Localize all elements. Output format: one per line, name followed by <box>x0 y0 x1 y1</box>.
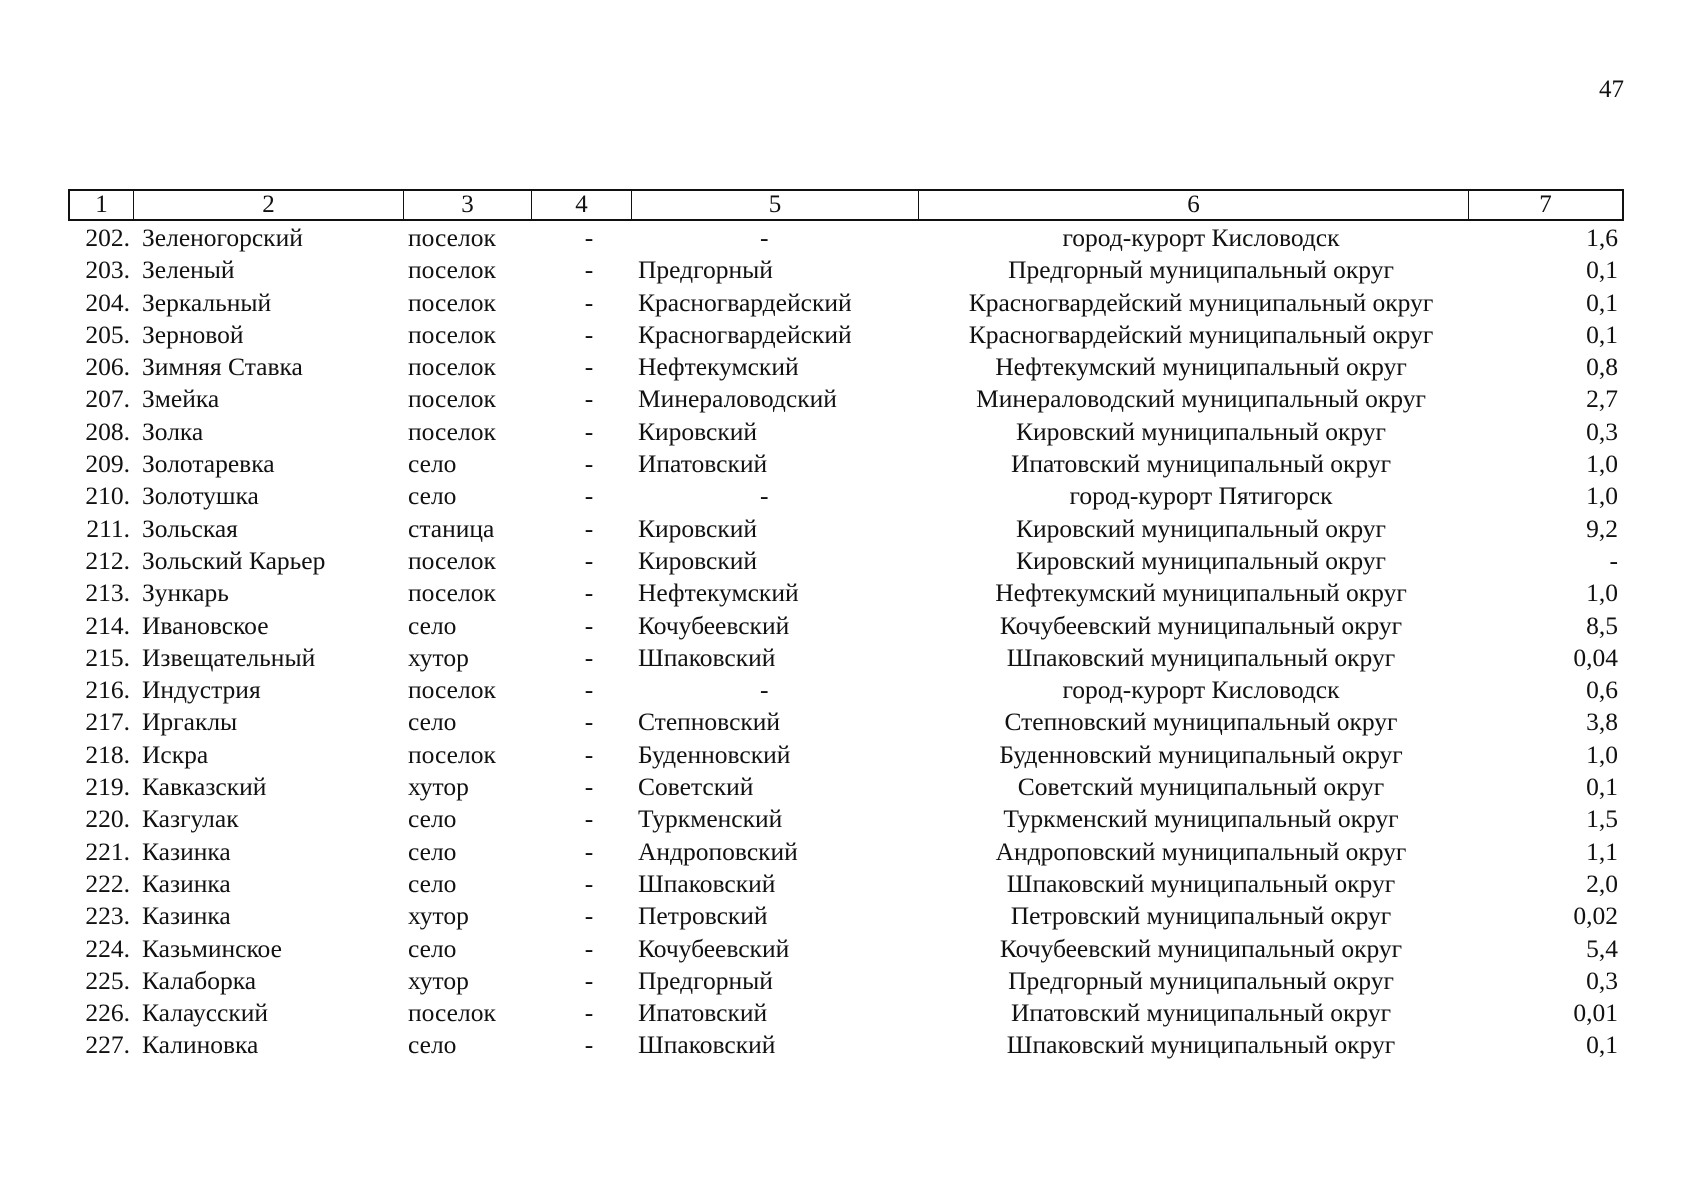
municipal-okrug: Буденновский муниципальный округ <box>999 739 1403 769</box>
settlement-name: Золотаревка <box>142 449 275 479</box>
municipal-okrug: Кировский муниципальный округ <box>1016 545 1386 575</box>
district-name: - <box>760 481 769 511</box>
district-name: Кировский <box>638 513 758 543</box>
column-4-value: - <box>584 739 594 769</box>
row-number: 208. <box>85 416 130 446</box>
table-row <box>68 287 1624 319</box>
district-name: Кировский <box>638 416 758 446</box>
row-number: 207. <box>85 384 130 414</box>
row-number: 227. <box>85 1030 130 1060</box>
district-name: Кировский <box>638 545 758 575</box>
settlement-type: село <box>408 804 457 834</box>
row-number: 205. <box>85 319 130 349</box>
settlement-name: Зольский Карьер <box>142 545 326 575</box>
value: 0,1 <box>1586 1030 1618 1060</box>
table-row <box>68 610 1624 642</box>
page-number: 47 <box>1599 76 1624 103</box>
value: 9,2 <box>1586 513 1618 543</box>
value: 5,4 <box>1586 933 1618 963</box>
value: 1,0 <box>1586 578 1618 608</box>
settlement-type: поселок <box>408 319 496 349</box>
table-row <box>68 900 1624 932</box>
settlement-name: Калиновка <box>142 1030 259 1060</box>
settlement-type: поселок <box>408 416 496 446</box>
table-row <box>68 642 1624 674</box>
column-4-value: - <box>584 836 594 866</box>
settlement-type: село <box>408 868 457 898</box>
table-row <box>68 448 1624 480</box>
district-name: Красногвардейский <box>638 319 852 349</box>
table-row <box>68 1029 1624 1061</box>
column-4-value: - <box>584 319 594 349</box>
value: 0,1 <box>1586 319 1618 349</box>
municipal-okrug: Степновский муниципальный округ <box>1004 707 1398 737</box>
header-col-3: 3 <box>404 191 532 219</box>
value: 1,6 <box>1586 223 1618 252</box>
row-number: 217. <box>85 707 130 737</box>
value: 0,3 <box>1586 416 1618 446</box>
column-4-value: - <box>584 804 594 834</box>
settlement-type: станица <box>408 513 495 543</box>
row-number: 224. <box>85 933 130 963</box>
column-4-value: - <box>584 642 594 672</box>
table-row <box>68 513 1624 545</box>
value: 0,02 <box>1573 901 1618 931</box>
row-number: 215. <box>85 642 130 672</box>
row-number: 219. <box>85 772 130 802</box>
settlement-name: Казинка <box>142 901 231 931</box>
row-number: 209. <box>85 449 130 479</box>
row-number: 203. <box>85 255 130 285</box>
settlement-name: Извещательный <box>142 642 316 672</box>
settlement-type: село <box>408 836 457 866</box>
row-number: 216. <box>85 675 130 705</box>
row-number: 222. <box>85 868 130 898</box>
column-4-value: - <box>584 578 594 608</box>
district-name: Красногвардейский <box>638 287 852 317</box>
district-name: Шпаковский <box>638 1030 776 1060</box>
row-number: 221. <box>85 836 130 866</box>
district-name: Минераловодский <box>638 384 837 414</box>
column-4-value: - <box>584 513 594 543</box>
municipal-okrug: Красногвардейский муниципальный округ <box>968 287 1434 317</box>
value: 0,8 <box>1586 352 1618 382</box>
municipal-okrug: город-курорт Пятигорск <box>1069 481 1333 511</box>
value: 1,0 <box>1586 481 1618 511</box>
settlement-type: село <box>408 610 457 640</box>
settlement-type: село <box>408 481 457 511</box>
settlement-name: Кавказский <box>142 772 267 802</box>
column-4-value: - <box>584 772 594 802</box>
value: 0,1 <box>1586 255 1618 285</box>
settlement-name: Калаусский <box>142 998 269 1028</box>
row-number: 226. <box>85 998 130 1028</box>
value: 0,1 <box>1586 287 1618 317</box>
municipal-okrug: Кировский муниципальный округ <box>1016 416 1386 446</box>
row-number: 225. <box>85 965 130 995</box>
district-name: Ипатовский <box>638 449 768 479</box>
settlement-type: село <box>408 449 457 479</box>
value: - <box>1609 545 1618 575</box>
settlement-name: Золотушка <box>142 481 259 511</box>
settlement-name: Казьминское <box>142 933 282 963</box>
district-name: Кочубеевский <box>638 610 790 640</box>
settlement-type: поселок <box>408 255 496 285</box>
column-4-value: - <box>584 449 594 479</box>
settlement-name: Искра <box>142 739 209 769</box>
settlement-type: поселок <box>408 384 496 414</box>
row-number: 213. <box>85 578 130 608</box>
settlement-name: Зерновой <box>142 319 244 349</box>
table-row <box>68 965 1624 997</box>
settlement-name: Зункарь <box>142 578 229 608</box>
value: 8,5 <box>1586 610 1618 640</box>
row-number: 212. <box>85 545 130 575</box>
municipal-okrug: Туркменский муниципальный округ <box>1003 804 1399 834</box>
settlement-type: поселок <box>408 739 496 769</box>
column-4-value: - <box>584 1030 594 1060</box>
table-row <box>68 480 1624 512</box>
municipal-okrug: Кировский муниципальный округ <box>1016 513 1386 543</box>
value: 0,1 <box>1586 772 1618 802</box>
table-row <box>68 803 1624 835</box>
settlement-name: Зольская <box>142 513 238 543</box>
value: 2,7 <box>1586 384 1618 414</box>
district-name: - <box>760 223 769 252</box>
table-body <box>68 222 1624 1062</box>
table-row <box>68 674 1624 706</box>
municipal-okrug: Кочубеевский муниципальный округ <box>999 610 1403 640</box>
municipal-okrug: Предгорный муниципальный округ <box>1008 255 1394 285</box>
column-4-value: - <box>584 287 594 317</box>
value: 1,5 <box>1586 804 1618 834</box>
table-row <box>68 739 1624 771</box>
district-name: Шпаковский <box>638 642 776 672</box>
municipal-okrug: Андроповский муниципальный округ <box>995 836 1407 866</box>
settlement-name: Индустрия <box>142 675 261 705</box>
column-4-value: - <box>584 965 594 995</box>
district-name: Предгорный <box>638 255 773 285</box>
column-4-value: - <box>584 481 594 511</box>
column-4-value: - <box>584 352 594 382</box>
column-4-value: - <box>584 223 594 252</box>
district-name: Кочубеевский <box>638 933 790 963</box>
column-4-value: - <box>584 545 594 575</box>
municipal-okrug: Предгорный муниципальный округ <box>1008 965 1394 995</box>
municipal-okrug: Шпаковский муниципальный округ <box>1006 868 1396 898</box>
value: 0,3 <box>1586 965 1618 995</box>
header-col-4: 4 <box>532 191 632 219</box>
municipal-okrug: Нефтекумский муниципальный округ <box>995 352 1407 382</box>
table-row <box>68 383 1624 415</box>
value: 1,0 <box>1586 449 1618 479</box>
table-row <box>68 319 1624 351</box>
row-number: 204. <box>85 287 130 317</box>
district-name: Андроповский <box>638 836 798 866</box>
table-row <box>68 545 1624 577</box>
table-row <box>68 997 1624 1029</box>
settlement-type: хутор <box>408 642 469 672</box>
column-4-value: - <box>584 384 594 414</box>
district-name: Нефтекумский <box>638 352 799 382</box>
row-number: 223. <box>85 901 130 931</box>
header-col-7: 7 <box>1539 191 1552 218</box>
settlement-name: Зимняя Ставка <box>142 352 303 382</box>
settlement-type: хутор <box>408 772 469 802</box>
value: 2,0 <box>1586 868 1618 898</box>
column-4-value: - <box>584 675 594 705</box>
settlement-name: Золка <box>142 416 204 446</box>
table-row <box>68 254 1624 286</box>
value: 0,04 <box>1573 642 1618 672</box>
district-name: Предгорный <box>638 965 773 995</box>
column-4-value: - <box>584 416 594 446</box>
settlement-type: поселок <box>408 998 496 1028</box>
district-name: Нефтекумский <box>638 578 799 608</box>
municipal-okrug: город-курорт Кисловодск <box>1062 675 1340 705</box>
settlement-type: село <box>408 933 457 963</box>
district-name: Туркменский <box>638 804 783 834</box>
header-col-5: 5 <box>632 191 919 219</box>
header-col-6: 6 <box>919 191 1469 219</box>
column-4-value: - <box>584 868 594 898</box>
table-row <box>68 771 1624 803</box>
settlement-name: Калаборка <box>142 965 257 995</box>
settlement-type: поселок <box>408 287 496 317</box>
settlement-name: Казинка <box>142 836 231 866</box>
value: 3,8 <box>1586 707 1618 737</box>
municipal-okrug: Петровский муниципальный округ <box>1010 901 1392 931</box>
column-4-value: - <box>584 998 594 1028</box>
district-name: Ипатовский <box>638 998 768 1028</box>
settlement-type: поселок <box>408 223 496 252</box>
municipal-okrug: Минераловодский муниципальный округ <box>976 384 1426 414</box>
value: 1,0 <box>1586 739 1618 769</box>
district-name: Буденновский <box>638 739 791 769</box>
table-row <box>68 351 1624 383</box>
municipal-okrug: Кочубеевский муниципальный округ <box>999 933 1403 963</box>
row-number: 211. <box>86 513 130 543</box>
district-name: Петровский <box>638 901 768 931</box>
column-4-value: - <box>584 255 594 285</box>
table-header <box>68 189 1624 221</box>
header-col-1: 1 <box>70 191 134 219</box>
column-4-value: - <box>584 707 594 737</box>
settlement-name: Казинка <box>142 868 231 898</box>
settlement-type: село <box>408 707 457 737</box>
district-name: Степновский <box>638 707 781 737</box>
row-number: 202. <box>85 223 130 252</box>
settlement-type: хутор <box>408 965 469 995</box>
row-number: 206. <box>85 352 130 382</box>
district-name: - <box>760 675 769 705</box>
settlement-type: хутор <box>408 901 469 931</box>
settlement-name: Иргаклы <box>142 707 238 737</box>
municipal-okrug: Ипатовский муниципальный округ <box>1010 998 1392 1028</box>
value: 0,6 <box>1586 675 1618 705</box>
settlement-name: Ивановское <box>142 610 269 640</box>
settlement-type: поселок <box>408 545 496 575</box>
municipal-okrug: Шпаковский муниципальный округ <box>1006 642 1396 672</box>
district-name: Шпаковский <box>638 868 776 898</box>
municipal-okrug: Ипатовский муниципальный округ <box>1010 449 1392 479</box>
header-col-2: 2 <box>134 191 404 219</box>
row-number: 220. <box>85 804 130 834</box>
settlement-name: Казгулак <box>142 804 239 834</box>
settlement-name: Зеленый <box>142 255 235 285</box>
value: 0,01 <box>1573 998 1618 1028</box>
column-4-value: - <box>584 610 594 640</box>
table-row <box>68 577 1624 609</box>
table-row <box>68 706 1624 738</box>
value: 1,1 <box>1586 836 1618 866</box>
settlement-type: поселок <box>408 352 496 382</box>
table-row <box>68 416 1624 448</box>
column-4-value: - <box>584 901 594 931</box>
municipal-okrug: Шпаковский муниципальный округ <box>1006 1030 1396 1060</box>
settlement-name: Зеленогорский <box>142 223 303 252</box>
row-number: 218. <box>85 739 130 769</box>
settlement-name: Змейка <box>142 384 220 414</box>
municipal-okrug: Красногвардейский муниципальный округ <box>968 319 1434 349</box>
settlement-type: село <box>408 1030 457 1060</box>
district-name: Советский <box>638 772 754 802</box>
municipal-okrug: Нефтекумский муниципальный округ <box>995 578 1407 608</box>
table-row <box>68 836 1624 868</box>
column-4-value: - <box>584 933 594 963</box>
table-row <box>68 933 1624 965</box>
settlement-type: поселок <box>408 675 496 705</box>
settlement-name: Зеркальный <box>142 287 272 317</box>
table-row <box>68 222 1624 254</box>
row-number: 214. <box>85 610 130 640</box>
settlement-type: поселок <box>408 578 496 608</box>
municipal-okrug: город-курорт Кисловодск <box>1062 223 1340 252</box>
table-row <box>68 868 1624 900</box>
row-number: 210. <box>85 481 130 511</box>
municipal-okrug: Советский муниципальный округ <box>1017 772 1385 802</box>
